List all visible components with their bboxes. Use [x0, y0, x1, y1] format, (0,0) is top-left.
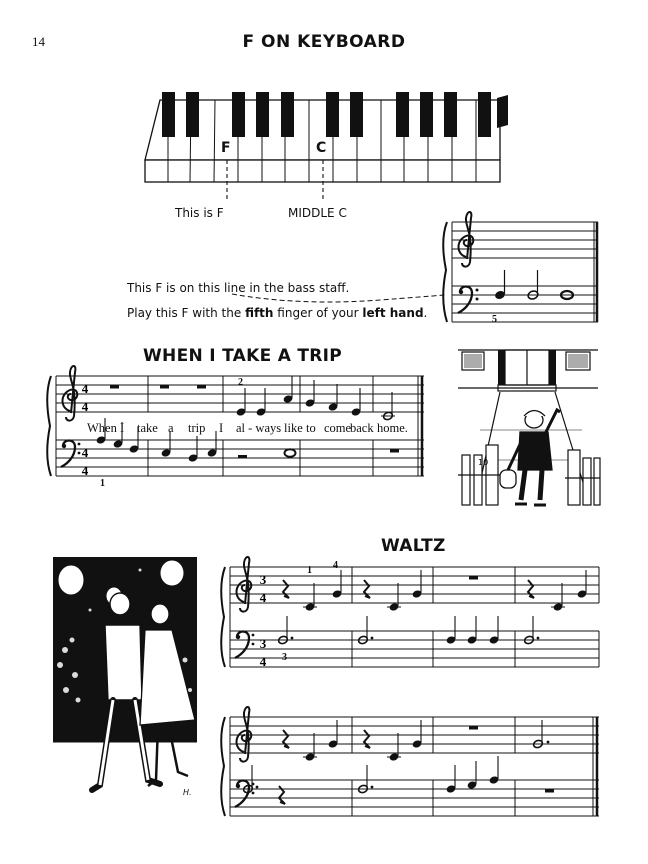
svg-text:3: 3: [259, 636, 267, 651]
svg-text:4: 4: [81, 463, 89, 478]
finger-number-5: 5: [492, 314, 497, 325]
door-number: 10: [478, 458, 489, 467]
svg-text:4: 4: [259, 654, 267, 669]
svg-text:4: 4: [259, 590, 267, 605]
page-title: F ON KEYBOARD: [242, 32, 406, 52]
finger-number-4-waltz: 4: [333, 560, 338, 571]
page-number: 14: [32, 34, 45, 49]
instruction-line-2: Play this F with the fifth finger of your left hand.: [127, 306, 428, 320]
song-title-when-i-take-a-trip: WHEN I TAKE A TRIP: [143, 346, 343, 366]
lyric-when-i: When I: [87, 421, 125, 435]
instruction-line-1: This F is on this line in the bass staff.: [127, 281, 350, 295]
lyric-home: home.: [377, 421, 408, 435]
svg-text:4: 4: [81, 445, 89, 460]
svg-text:3: 3: [259, 572, 267, 587]
lyric-like: like: [284, 421, 303, 435]
lyric-always: al - ways: [236, 421, 282, 435]
finger-number-3-waltz: 3: [282, 652, 287, 663]
finger-number-1-waltz: 1: [307, 565, 312, 576]
middle-c-label: MIDDLE C: [288, 206, 347, 220]
finger-number-2: 2: [238, 377, 243, 388]
svg-text:4: 4: [81, 381, 89, 396]
lyric-come: come: [324, 421, 352, 435]
lyric-trip: trip: [188, 421, 206, 435]
song-title-waltz: WALTZ: [381, 536, 446, 556]
key-label-f: F: [221, 140, 231, 156]
lyric-a: a: [168, 421, 174, 435]
this-is-f-label: This is F: [175, 206, 224, 220]
lyric-back: back: [350, 421, 374, 435]
key-label-c: C: [316, 140, 327, 156]
lyric-to: to: [306, 421, 316, 435]
artist-signature: H.: [183, 788, 192, 797]
lyric-take: take: [137, 421, 158, 435]
finger-number-1: 1: [100, 478, 105, 489]
svg-text:4: 4: [81, 399, 89, 414]
lyric-i: I: [219, 421, 224, 435]
